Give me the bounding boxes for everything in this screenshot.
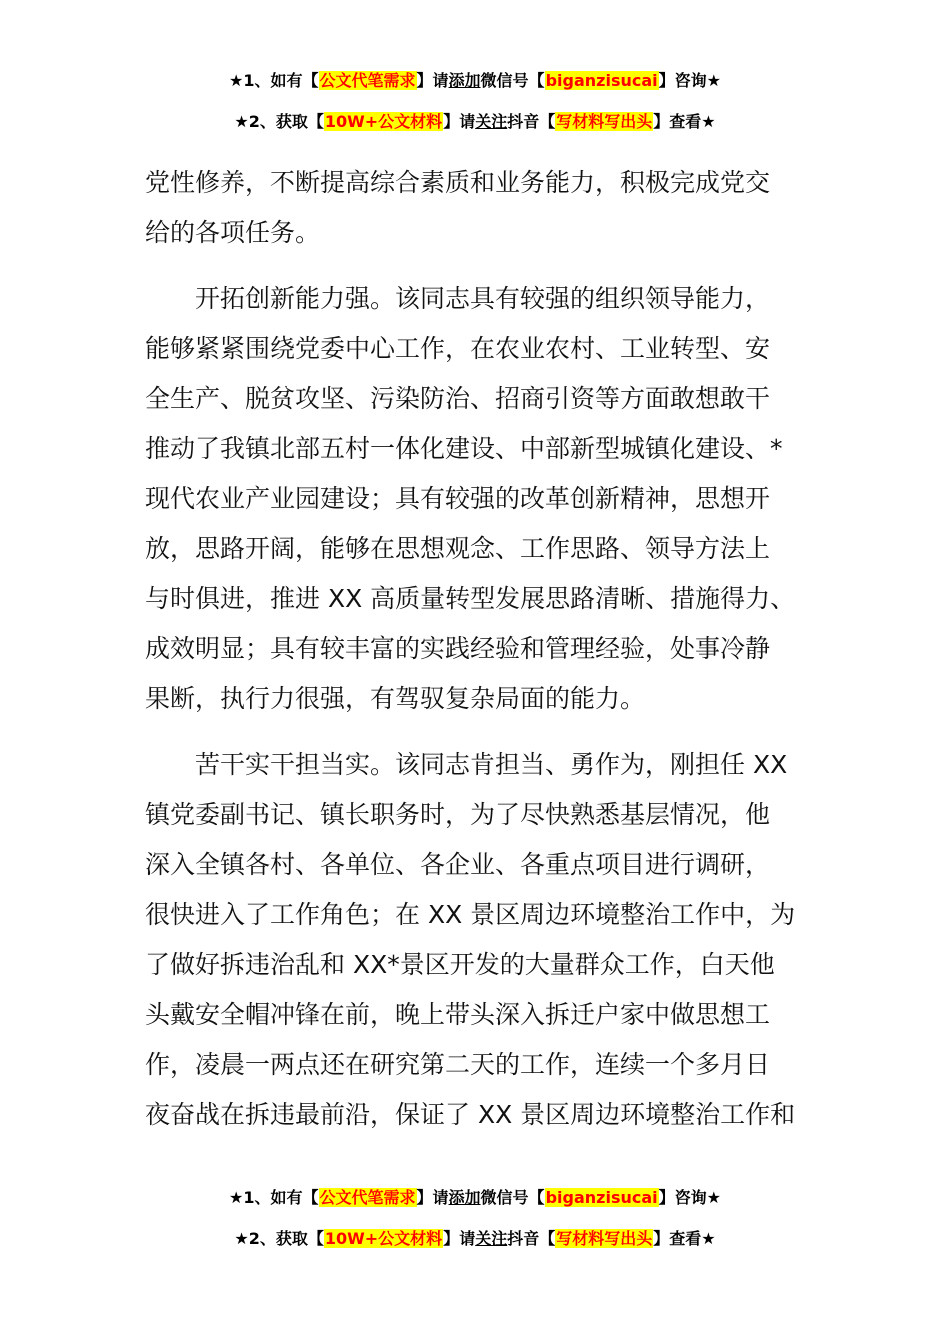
- banner-text: 】请: [443, 112, 476, 131]
- banner-underlined: 添加: [448, 1188, 481, 1207]
- text-line: 苦干实干担当实。该同志肯担当、勇作为，刚担任 XX: [195, 750, 788, 779]
- header-banner-line-1: [0, 70, 950, 92]
- text-line: 能够紧紧围绕党委中心工作，在农业农村、工业转型、安: [145, 334, 771, 363]
- paragraph-innovation: [145, 274, 807, 724]
- banner-highlight: 写材料写出头: [556, 1229, 653, 1248]
- header-banner-line-2: [0, 111, 950, 133]
- text-line: 镇党委副书记、镇长职务时，为了尽快熟悉基层情况，他: [145, 800, 771, 829]
- text-line: 开拓创新能力强。该同志具有较强的组织领导能力，: [195, 284, 771, 313]
- text-line: 了做好拆违治乱和 XX*景区开发的大量群众工作，白天他: [145, 950, 775, 979]
- text-line: 推动了我镇北部五村一体化建设、中部新型城镇化建设、*: [145, 434, 783, 463]
- banner-underlined: 添加: [448, 71, 481, 90]
- banner-underlined: 关注: [475, 112, 508, 131]
- banner-text: 】请: [443, 1229, 476, 1248]
- banner-text: 】请: [416, 1188, 449, 1207]
- banner-text: ★1、如有【: [229, 1188, 319, 1207]
- banner-text: 】咨询★: [658, 1188, 721, 1207]
- text-line: 头戴安全帽冲锋在前，晚上带头深入拆迁户家中做思想工: [145, 1000, 771, 1029]
- banner-highlight: 公文代笔需求: [319, 71, 416, 90]
- text-line: 深入全镇各村、各单位、各企业、各重点项目进行调研，: [145, 850, 771, 879]
- text-line: 放，思路开阔，能够在思想观念、工作思路、领导方法上: [145, 534, 771, 563]
- footer-banner-line-1: [0, 1187, 950, 1209]
- banner-highlight: biganzisucai: [545, 1188, 658, 1207]
- text-line: 与时俱进，推进 XX 高质量转型发展思路清晰、措施得力、: [145, 584, 796, 613]
- paragraph-hard-work: [145, 740, 807, 1140]
- banner-highlight: 10W+公文材料: [324, 112, 443, 131]
- banner-text: 微信号【: [480, 1188, 545, 1207]
- banner-highlight: biganzisucai: [545, 71, 658, 90]
- banner-text: 】请: [416, 71, 449, 90]
- banner-text: ★1、如有【: [229, 71, 319, 90]
- banner-text: 抖音【: [507, 1229, 556, 1248]
- banner-highlight: 写材料写出头: [556, 112, 653, 131]
- text-line: 果断，执行力很强，有驾驭复杂局面的能力。: [145, 684, 646, 713]
- banner-text: 抖音【: [507, 112, 556, 131]
- text-line: 夜奋战在拆违最前沿，保证了 XX 景区周边环境整治工作和: [145, 1100, 796, 1129]
- text-line: 现代农业产业园建设；具有较强的改革创新精神，思想开: [145, 484, 771, 513]
- text-line: 党性修养，不断提高综合素质和业务能力，积极完成党交: [145, 168, 771, 197]
- banner-text: 】咨询★: [658, 71, 721, 90]
- banner-text: 】查看★: [653, 112, 716, 131]
- paragraph-continuation: [145, 158, 807, 258]
- text-line: 全生产、脱贫攻坚、污染防治、招商引资等方面敢想敢干: [145, 384, 771, 413]
- document-body: [145, 158, 807, 1140]
- banner-text: 微信号【: [480, 71, 545, 90]
- banner-highlight: 10W+公文材料: [324, 1229, 443, 1248]
- text-line: 作，凌晨一两点还在研究第二天的工作，连续一个多月日: [145, 1050, 771, 1079]
- banner-text: ★2、获取【: [234, 1229, 324, 1248]
- text-line: 成效明显；具有较丰富的实践经验和管理经验，处事冷静: [145, 634, 771, 663]
- text-line: 给的各项任务。: [145, 218, 321, 247]
- banner-underlined: 关注: [475, 1229, 508, 1248]
- banner-text: ★2、获取【: [234, 112, 324, 131]
- footer-banner-line-2: [0, 1228, 950, 1250]
- text-line: 很快进入了工作角色；在 XX 景区周边环境整治工作中，为: [145, 900, 796, 929]
- banner-text: 】查看★: [653, 1229, 716, 1248]
- banner-highlight: 公文代笔需求: [319, 1188, 416, 1207]
